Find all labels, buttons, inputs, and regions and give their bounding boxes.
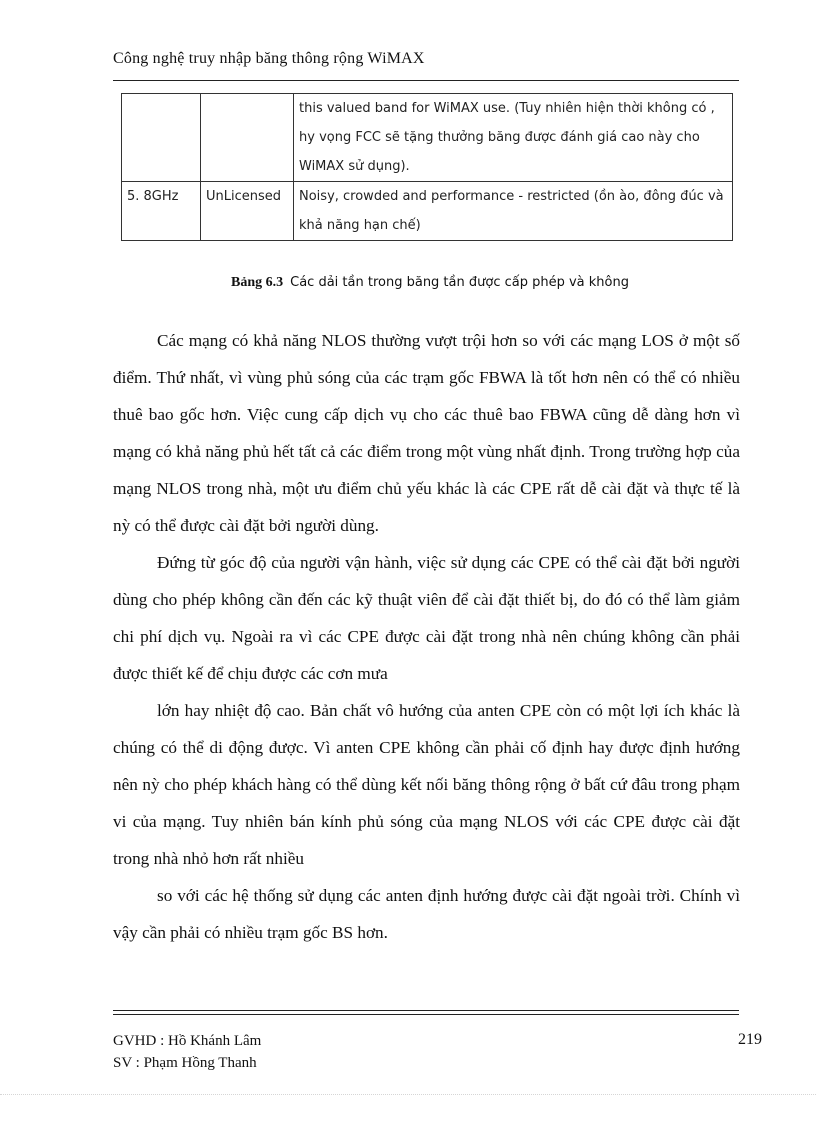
paragraph: Các mạng có khả năng NLOS thường vượt trội hơn so với các mạng LOS ở một số điểm. Thứ nhất, vì vùng phủ sóng của các trạm gốc FBWA là tốt hơn nên có thể có nhiều thuê bao gốc hơn. Việc cung cấp dịch vụ cho các thuê bao FBWA cũng dễ dàng hơn vì mạng có khả năng phủ hết tất cả các điểm trong một vùng nhất định. Trong trường hợp của mạng NLOS trong nhà, một ưu điểm chủ yếu khác là các CPE rất dễ cài đặt và thực tế là nỳ có thể được cài đặt bởi người dùng. — [113, 331, 740, 535]
license-cell: UnLicensed — [201, 182, 294, 241]
page-bottom-border — [0, 1094, 816, 1095]
description-line: this valued band for WiMAX use. (Tuy nhiên hiện thời không có , — [299, 101, 715, 116]
page-number: 219 — [738, 1031, 762, 1048]
description-cell — [294, 94, 733, 182]
footer-divider — [113, 1010, 739, 1011]
footer-divider — [113, 1014, 739, 1015]
table-row — [122, 94, 733, 182]
table-row — [122, 182, 733, 241]
description-line: khả năng hạn chế) — [299, 218, 421, 233]
paragraph: lớn hay nhiệt độ cao. Bản chất vô hướng của anten CPE còn có một lợi ích khác là chúng có thể di động được. Vì anten CPE không cần phải cố định hay được định hướng nên nỳ cho phép khách hàng có thể dùng kết nối băng thông rộng ở bất cứ đâu trong phạm vi của mạng. Tuy nhiên bán kính phủ sóng của mạng NLOS với các CPE được cài đặt trong nhà nhỏ hơn rất nhiều — [113, 701, 740, 868]
frequency-band-table — [121, 93, 733, 241]
caption-label: Bảng 6.3 — [231, 275, 284, 290]
description-line: hy vọng FCC sẽ tặng thưởng băng được đánh giá cao này cho — [299, 130, 700, 145]
paragraph: Đứng từ góc độ của người vận hành, việc sử dụng các CPE có thể cài đặt bởi người dùng cho phép không cần đến các kỹ thuật viên để cài đặt thiết bị, do đó có thể làm giảm chi phí dịch vụ. Ngoài ra vì các CPE được cài đặt trong nhà nên chúng không cần phải được thiết kế để chịu được các cơn mưa — [113, 553, 740, 683]
description-line: WiMAX sử dụng). — [299, 159, 410, 174]
description-cell — [294, 182, 733, 241]
band-cell: 5. 8GHz — [122, 182, 201, 241]
caption-text: Các dải tần trong băng tần được cấp phép và không — [290, 275, 629, 290]
footer-credits — [113, 1030, 261, 1074]
page-header-title: Công nghệ truy nhập băng thông rộng WiMAX — [113, 50, 425, 67]
paragraph: so với các hệ thống sử dụng các anten định hướng được cài đặt ngoài trời. Chính vì vậy cần phải có nhiều trạm gốc BS hơn. — [113, 886, 740, 942]
table-caption — [0, 275, 816, 291]
description-line: Noisy, crowded and performance - restricted (ồn ào, đông đúc và — [299, 189, 724, 204]
band-cell — [122, 94, 201, 182]
body-text — [113, 322, 740, 951]
header-divider — [113, 80, 739, 81]
advisor-name: GVHD : Hồ Khánh Lâm — [113, 1033, 262, 1049]
student-name: SV : Phạm Hồng Thanh — [113, 1055, 257, 1071]
license-cell — [201, 94, 294, 182]
